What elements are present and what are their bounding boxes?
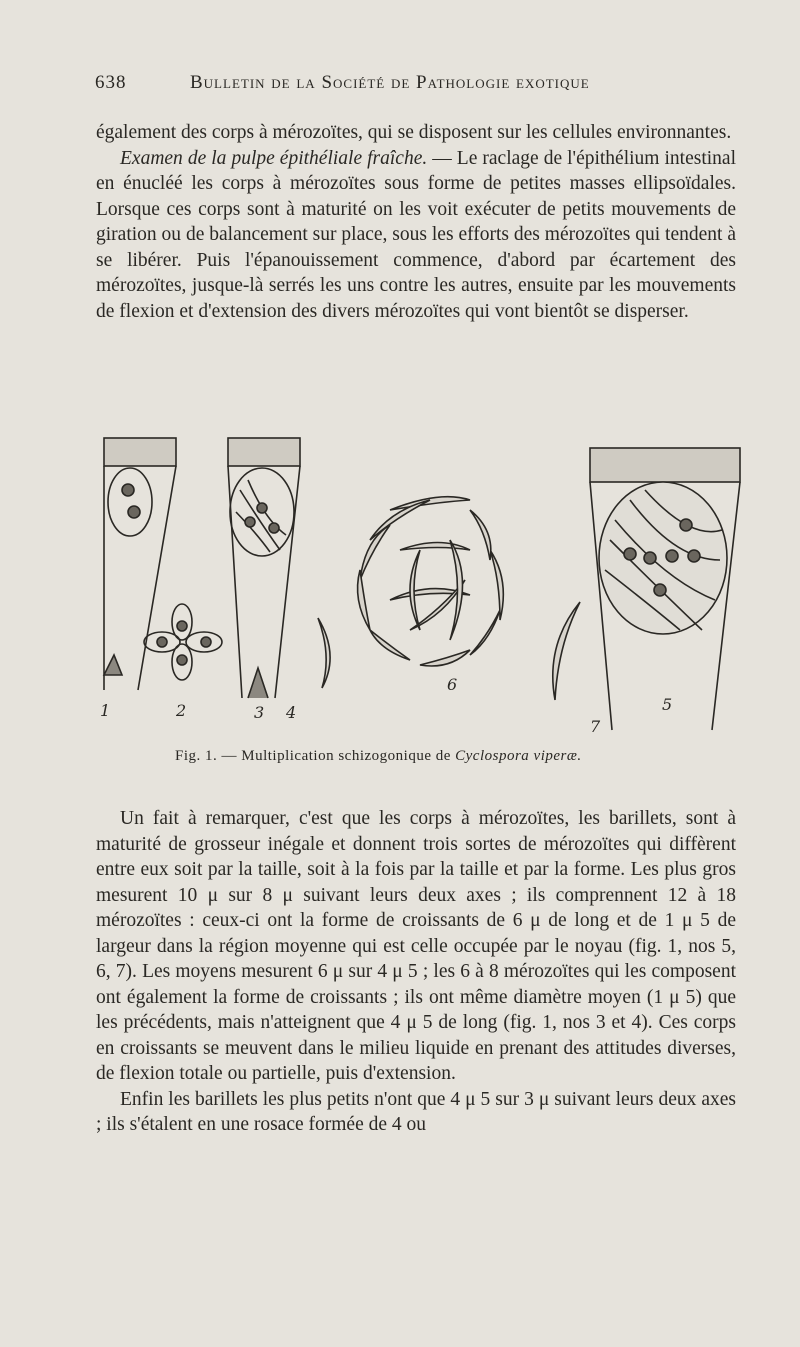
figure-labels <box>100 675 672 736</box>
page-header <box>95 72 655 102</box>
text-block-top <box>96 120 736 324</box>
crescent-7-drawing <box>553 602 580 700</box>
fig-label-3: 3 <box>254 703 265 722</box>
paragraph <box>96 1087 736 1138</box>
running-title: Bulletin de la Société de Pathologie exotique <box>190 72 590 93</box>
paragraph <box>96 806 736 1087</box>
paragraph-text: Enfin les barillets les plus petits n'ont que 4 μ 5 sur 3 μ suivant leurs deux axes ; ils s'étalent en une rosace formée de 4 ou <box>96 1088 736 1135</box>
figure-illustration <box>90 430 750 750</box>
paragraph <box>96 120 736 146</box>
fig-label-6: 6 <box>447 675 458 694</box>
crescent-cluster-6-drawing <box>358 497 504 666</box>
fig-label-5: 5 <box>662 695 673 714</box>
cell-5-drawing <box>590 448 740 730</box>
fig-label-4: 4 <box>286 703 297 722</box>
figure-caption <box>175 748 695 765</box>
page-number: 638 <box>95 72 127 93</box>
caption-text: Fig. 1. — Multiplication schizogonique de <box>175 748 456 764</box>
text-block-bottom <box>96 806 736 1138</box>
crescent-4-drawing <box>318 618 330 688</box>
caption-species: Cyclospora viperæ. <box>455 748 582 764</box>
paragraph-text: — Le raclage de l'épithélium intestinal en énucléé les corps à mérozoïtes sous forme de petites masses ellipsoïdales. Lorsque ces corps sont à maturité on les voit exécuter de petits mouvements de giration ou de balancement sur place, sous les efforts des mérozoïtes qui tendent à se libérer. Puis l'épanouissement commence, d'abord par écartement des mérozoïtes, jusque-là serrés les uns contre les autres, ensuite par les mouvements de flexion et d'extension des divers mérozoïtes qui vont bientôt se disperser. <box>96 147 736 322</box>
paragraph-text: Un fait à remarquer, c'est que les corps à mérozoïtes, les barillets, sont à maturité de grosseur inégale et donnent trois sortes de mérozoïtes qui diffèrent entre eux soit par la taille, soit à la fois par la taille et par la forme. Les plus gros mesurent 10 μ sur 8 μ suivant leurs deux axes ; ils comprennent 12 à 18 mérozoïtes : ceux-ci ont la forme de croissants de 6 μ de long et de 1 μ 5 de largeur dans la région moyenne qui est celle occupée par le noyau (fig. 1, nos 5, 6, 7). Les moyens mesurent 6 μ sur 4 μ 5 ; les 6 à 8 mérozoïtes qui les composent ont également la forme de croissants ; ils ont même diamètre moyen (1 μ 5) que les précédents, mais n'atteignent que 4 μ 5 de long (fig. 1, nos 3 et 4). Ces corps en croissants se meuvent dans le milieu liquide en prenant des attitudes diverses, de flexion totale ou partielle, puis d'extension. <box>96 808 736 1084</box>
rosette-2-drawing <box>144 604 222 680</box>
fig-label-1: 1 <box>100 701 111 720</box>
fig-label-2: 2 <box>176 701 187 720</box>
cell-3-drawing <box>228 438 300 698</box>
section-heading: Examen de la pulpe épithéliale fraîche. <box>120 147 428 169</box>
paragraph <box>96 146 736 325</box>
fig-label-7: 7 <box>590 717 601 736</box>
paragraph-text: également des corps à mérozoïtes, qui se disposent sur les cellules environnantes. <box>96 122 732 143</box>
